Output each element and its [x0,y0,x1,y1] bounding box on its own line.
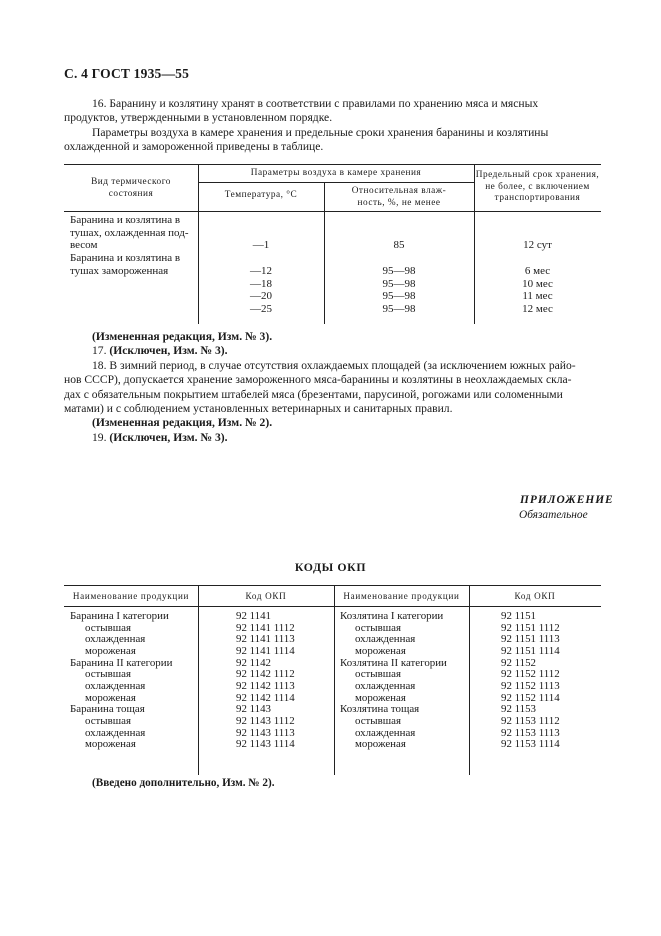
product-name: мороженая [355,738,406,751]
okp-code: 92 1143 1113 [236,726,295,739]
product-name: Баранина II категории [70,656,173,669]
okp-code: 92 1151 [501,610,536,622]
paragraph-line: 18. В зимний период, в случае отсутствия охлаждаемых площадей (за исключением южных райо- [92,358,576,372]
cell-humidity-list: 95—98 95—98 95—98 95—98 [382,265,416,315]
row-label-chilled: Баранина и козлятина в тушах, охлажденная под- весом [70,214,189,252]
okp-code: 92 1152 1112 [501,668,560,681]
product-name: охлажденная [355,726,416,739]
okp-code: 92 1142 [236,656,271,669]
product-name: остывшая [355,621,401,634]
appendix-label: ПРИЛОЖЕНИЕ [520,494,614,506]
product-name: остывшая [85,714,131,727]
table-rule [469,585,470,775]
product-name: мороженая [85,691,136,704]
paragraph-line: матами) и с соблюдением установленных ветеринарных и санитарных правил. [64,402,453,416]
okp-header-name: Наименование продукции [72,591,190,601]
appendix-title: КОДЫ ОКП [294,560,367,574]
storage-table [64,164,601,324]
footer-note: (Введено дополнительно, Изм. № 2). [92,777,275,789]
column-header-state: Вид термического состояния [91,177,171,199]
page-header: С. 4 ГОСТ 1935—55 [64,66,190,81]
paragraph-17: 17. (Исключен, Изм. № 3). [92,344,228,358]
okp-header-code: Код ОКП [514,591,556,601]
okp-code: 92 1143 1112 [236,714,295,727]
table-rule [64,606,601,607]
okp-code: 92 1151 1113 [501,633,560,646]
product-name: охлажденная [85,633,146,646]
product-name: Козлятина I категории [340,610,444,622]
okp-code: 92 1142 1114 [236,691,295,704]
product-name: охлажденная [355,679,416,692]
okp-code: 92 1141 [236,610,271,622]
okp-code: 92 1152 1113 [501,679,560,692]
product-name: остывшая [355,714,401,727]
paragraph-line: продуктов, утвержденными в установленном порядке. [64,111,333,125]
product-name: Баранина тощая [70,703,145,716]
okp-code: 92 1143 1114 [236,738,295,751]
row-label-frozen: Баранина и козлятина в тушах замороженная [70,252,181,277]
paragraph-line: 16. Баранину и козлятину хранят в соответствии с правилами по хранению мяса и мясных [92,97,539,110]
paragraph-line: нов СССР), допускается хранение замороженного мяса-баранины и козлятины в неохлаждаемых скла- [64,373,572,387]
okp-table [64,585,601,775]
table-rule [198,182,474,183]
product-name: остывшая [85,621,131,634]
okp-code: 92 1153 1112 [501,714,560,727]
product-name: Козлятина II категории [340,656,447,669]
okp-code: 92 1142 1112 [236,668,295,681]
product-name: остывшая [355,668,401,681]
okp-code: 92 1143 [236,703,271,716]
product-name: охлажденная [85,679,146,692]
okp-code: 92 1141 1114 [236,644,295,657]
appendix-status: Обязательное [519,509,588,521]
okp-header-code: Код ОКП [245,591,287,601]
okp-code: 92 1153 1114 [501,738,560,751]
okp-code: 92 1152 1114 [501,691,560,704]
product-name: мороженая [355,644,406,657]
okp-code: 92 1152 [501,656,536,669]
cell-term-list: 6 мес 10 мес 11 мес 12 мес [522,265,553,315]
column-header-temperature: Температура, °С [224,190,298,200]
okp-code: 92 1141 1112 [236,621,295,634]
paragraph-line: Параметры воздуха в камере хранения и предельные сроки хранения баранины и козлятины [92,125,549,139]
table-rule [64,211,601,212]
product-name: мороженая [355,691,406,704]
product-name: мороженая [85,644,136,657]
okp-code: 92 1153 [501,703,536,716]
product-name: Баранина I категории [70,610,169,622]
okp-code: 92 1151 1112 [501,621,560,634]
cell-temperature-list: —12 —18 —20 —25 [250,265,272,315]
paragraph-19: 19. (Исключен, Изм. № 3). [92,430,228,444]
paragraph-line: дах с обязательным покрытием штабелей мяса (брезентами, парусиной, рогожами или соломенными [64,387,563,401]
edit-note: (Измененная редакция, Изм. № 3). [92,330,273,343]
okp-code: 92 1151 1114 [501,644,560,657]
column-header-humidity: Относительная влаж- ность, %, не менее [351,186,447,208]
table-rule [198,585,199,775]
notes-block [64,330,601,445]
cell-term: 12 сут [523,239,552,251]
edit-note: (Измененная редакция, Изм. № 2). [92,416,273,430]
table-rule [334,585,335,775]
group-header-air-params: Параметры воздуха в камере хранения [250,168,422,178]
product-name: остывшая [85,668,131,681]
cell-humidity: 85 [393,239,405,251]
table-rule [64,585,601,586]
okp-code: 92 1141 1113 [236,633,295,646]
table-rule [64,164,601,165]
okp-header-name: Наименование продукции [343,591,460,601]
product-name: мороженая [85,738,136,751]
product-name: охлажденная [85,726,146,739]
column-header-term: Предельный срок хранения, не более, с включением транспортирования [475,170,600,204]
okp-code: 92 1153 1113 [501,726,560,739]
paragraph-line: охлажденной и замороженной приведены в таблице. [64,140,324,154]
cell-temperature: —1 [252,239,270,251]
product-name: охлажденная [355,633,416,646]
okp-code: 92 1142 1113 [236,679,295,692]
paragraph-16 [64,97,601,155]
product-name: Козлятина тощая [340,703,420,716]
